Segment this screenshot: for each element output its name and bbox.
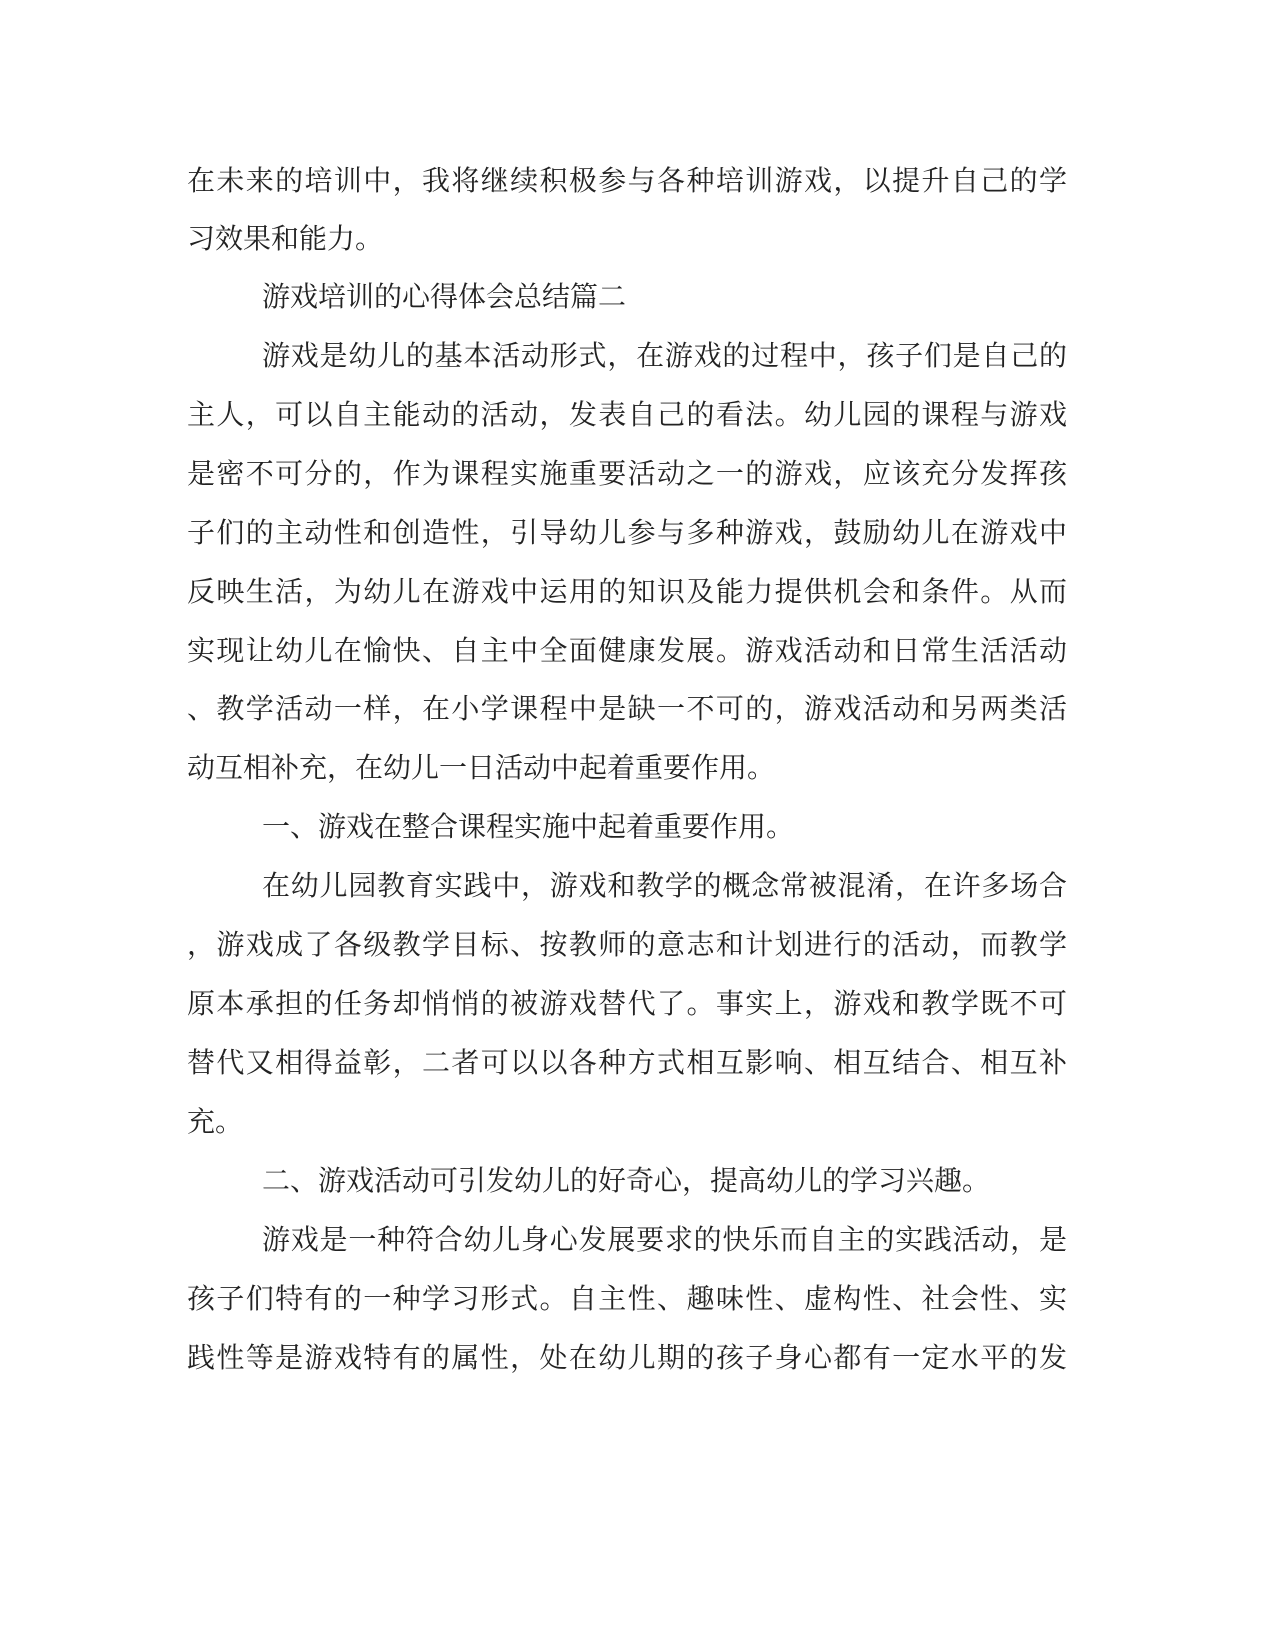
text-line: 孩子们特有的一种学习形式。自主性、趣味性、虚构性、社会性、实 — [187, 1282, 1067, 1315]
text-line: 是密不可分的，作为课程实施重要活动之一的游戏，应该充分发挥孩 — [187, 457, 1067, 490]
text-line: 、教学活动一样，在小学课程中是缺一不可的，游戏活动和另两类活 — [187, 692, 1067, 725]
text-line: 动互相补充，在幼儿一日活动中起着重要作用。 — [187, 751, 776, 784]
section-heading: 二、游戏活动可引发幼儿的好奇心，提高幼儿的学习兴趣。 — [262, 1164, 991, 1197]
text-line: 在未来的培训中，我将继续积极参与各种培训游戏，以提升自己的学 — [187, 164, 1067, 197]
text-line: 在幼儿园教育实践中，游戏和教学的概念常被混淆，在许多场合 — [262, 869, 1067, 902]
text-line: 反映生活，为幼儿在游戏中运用的知识及能力提供机会和条件。从而 — [187, 575, 1067, 608]
text-line: 游戏是一种符合幼儿身心发展要求的快乐而自主的实践活动，是 — [262, 1223, 1067, 1256]
text-line: 习效果和能力。 — [187, 222, 384, 255]
text-line: 子们的主动性和创造性，引导幼儿参与多种游戏，鼓励幼儿在游戏中 — [187, 516, 1067, 549]
text-line: 充。 — [187, 1105, 244, 1138]
text-line: ，游戏成了各级教学目标、按教师的意志和计划进行的活动，而教学 — [187, 928, 1067, 961]
text-line: 原本承担的任务却悄悄的被游戏替代了。事实上，游戏和教学既不可 — [187, 987, 1067, 1020]
text-line: 替代又相得益彰，二者可以以各种方式相互影响、相互结合、相互补 — [187, 1046, 1067, 1079]
section-heading: 游戏培训的心得体会总结篇二 — [262, 280, 627, 313]
text-line: 主人，可以自主能动的活动，发表自己的看法。幼儿园的课程与游戏 — [187, 398, 1067, 431]
text-line: 践性等是游戏特有的属性，处在幼儿期的孩子身心都有一定水平的发 — [187, 1341, 1067, 1374]
section-heading: 一、游戏在整合课程实施中起着重要作用。 — [262, 810, 795, 843]
text-line: 实现让幼儿在愉快、自主中全面健康发展。游戏活动和日常生活活动 — [187, 634, 1067, 667]
text-line: 游戏是幼儿的基本活动形式，在游戏的过程中，孩子们是自己的 — [262, 339, 1067, 372]
